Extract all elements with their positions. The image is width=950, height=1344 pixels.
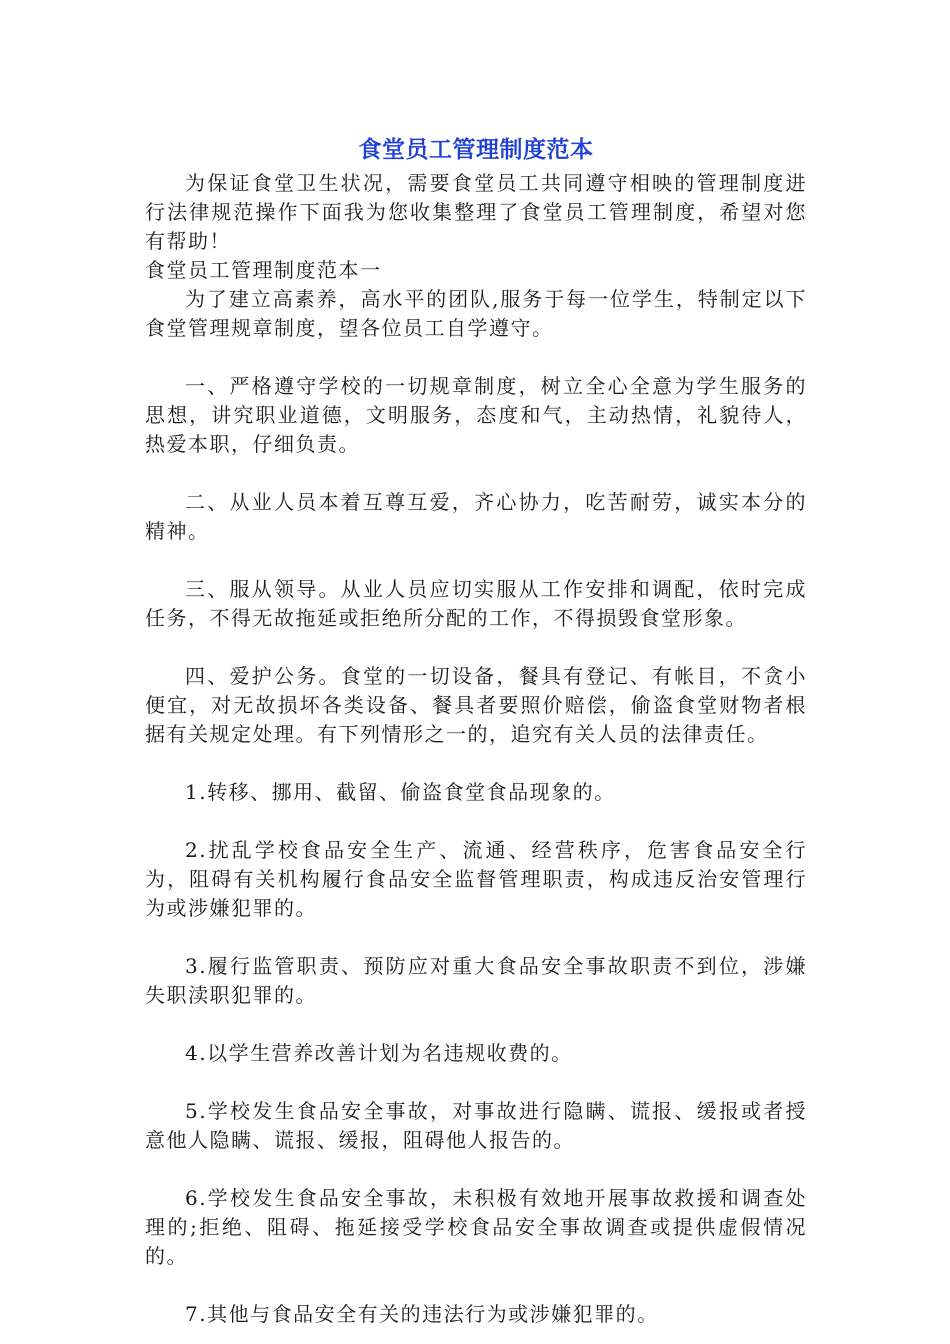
numbered-item: 6.学校发生食品安全事故，未积极有效地开展事故救援和调查处理的;拒绝、阻碍、拖延接受学校食品安全事故调查或提供虚假情况的。 <box>145 1186 807 1268</box>
numbered-item: 5.学校发生食品安全事故，对事故进行隐瞒、谎报、缓报或者授意他人隐瞒、谎报、缓报，阻碍他人报告的。 <box>145 1099 807 1152</box>
section-heading: 食堂员工管理制度范本一 <box>145 258 382 282</box>
section-intro-paragraph: 为了建立高素养，高水平的团队,服务于每一位学生，特制定以下食堂管理规章制度，望各位员工自学遵守。 <box>145 287 807 340</box>
document-body <box>145 133 807 1329</box>
rule-paragraph: 四、爱护公务。食堂的一切设备，餐具有登记、有帐目，不贪小便宜，对无故损坏各类设备、餐具者要照价赔偿，偷盗食堂财物者根据有关规定处理。有下列情形之一的，追究有关人员的法律责任。 <box>145 664 807 746</box>
numbered-item: 7.其他与食品安全有关的违法行为或涉嫌犯罪的。 <box>185 1302 659 1326</box>
numbered-item: 2.扰乱学校食品安全生产、流通、经营秩序，危害食品安全行为，阻碍有关机构履行食品安全监督管理职责，构成违反治安管理行为或涉嫌犯罪的。 <box>145 838 807 920</box>
intro-paragraph: 为保证食堂卫生状况，需要食堂员工共同遵守相映的管理制度进行法律规范操作下面我为您收集整理了食堂员工管理制度，希望对您有帮助！ <box>145 171 807 253</box>
rule-paragraph: 二、从业人员本着互尊互爱，齐心协力，吃苦耐劳，诚实本分的精神。 <box>145 490 807 543</box>
numbered-item: 1.转移、挪用、截留、偷盗食堂食品现象的。 <box>185 780 616 804</box>
rule-paragraph: 一、严格遵守学校的一切规章制度，树立全心全意为学生服务的思想，讲究职业道德，文明服务，态度和气，主动热情，礼貌待人，热爱本职，仔细负责。 <box>145 374 807 456</box>
numbered-item: 4.以学生营养改善计划为名违规收费的。 <box>185 1041 573 1065</box>
rule-paragraph: 三、服从领导。从业人员应切实服从工作安排和调配，依时完成任务，不得无故拖延或拒绝所分配的工作，不得损毁食堂形象。 <box>145 577 807 630</box>
numbered-item: 3.履行监管职责、预防应对重大食品安全事故职责不到位，涉嫌失职渎职犯罪的。 <box>145 954 807 1007</box>
document-title: 食堂员工管理制度范本 <box>358 137 594 163</box>
